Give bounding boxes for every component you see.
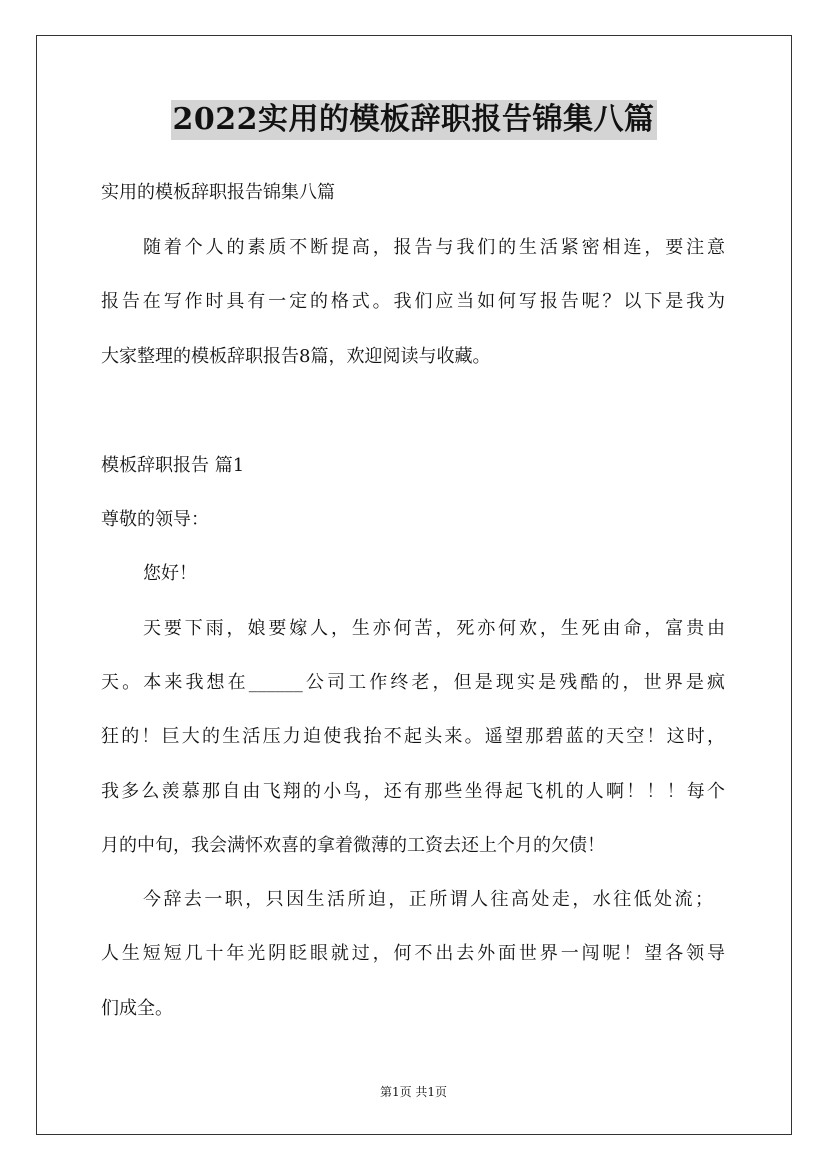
intro-line-3: 大家整理的模板辞职报告8篇，欢迎阅读与收藏。 [101,346,491,367]
document-subtitle: 实用的模板辞职报告锦集八篇 [101,182,335,203]
para1-line-5: 月的中旬，我会满怀欢喜的拿着微薄的工资去还上个月的欠债！ [101,835,605,856]
document-title: 2022实用的模板辞职报告锦集八篇 [171,100,657,140]
salutation: 尊敬的领导： [101,509,209,530]
para2-line-1: 今辞去一职，只因生活所迫，正所谓人往高处走，水往低处流； [143,889,713,910]
para1-line-4: 我多么羡慕那自由飞翔的小鸟，还有那些坐得起飞机的人啊！！！每个 [101,781,725,802]
intro-line-2: 报告在写作时具有一定的格式。我们应当如何写报告呢？以下是我为 [101,291,725,312]
para1-line-1: 天要下雨，娘要嫁人，生亦何苦，死亦何欢，生死由命，富贵由 [143,618,725,639]
para2-line-2: 人生短短几十年光阴眨眼就过，何不出去外面世界一闯呢！望各领导 [101,943,725,964]
greeting: 您好！ [143,563,197,584]
para2-line-3: 们成全。 [101,998,173,1019]
para1-line-3: 狂的！巨大的生活压力迫使我抬不起头来。遥望那碧蓝的天空！这时， [101,726,725,747]
section-heading: 模板辞职报告 篇1 [101,455,245,476]
para1-line-2: 天。本来我想在______公司工作终老，但是现实是残酷的，世界是疯 [101,672,725,693]
intro-line-1: 随着个人的素质不断提高，报告与我们的生活紧密相连，要注意 [143,237,725,258]
page-indicator: 第1页 共1页 [379,1085,448,1099]
title-container [0,100,827,140]
